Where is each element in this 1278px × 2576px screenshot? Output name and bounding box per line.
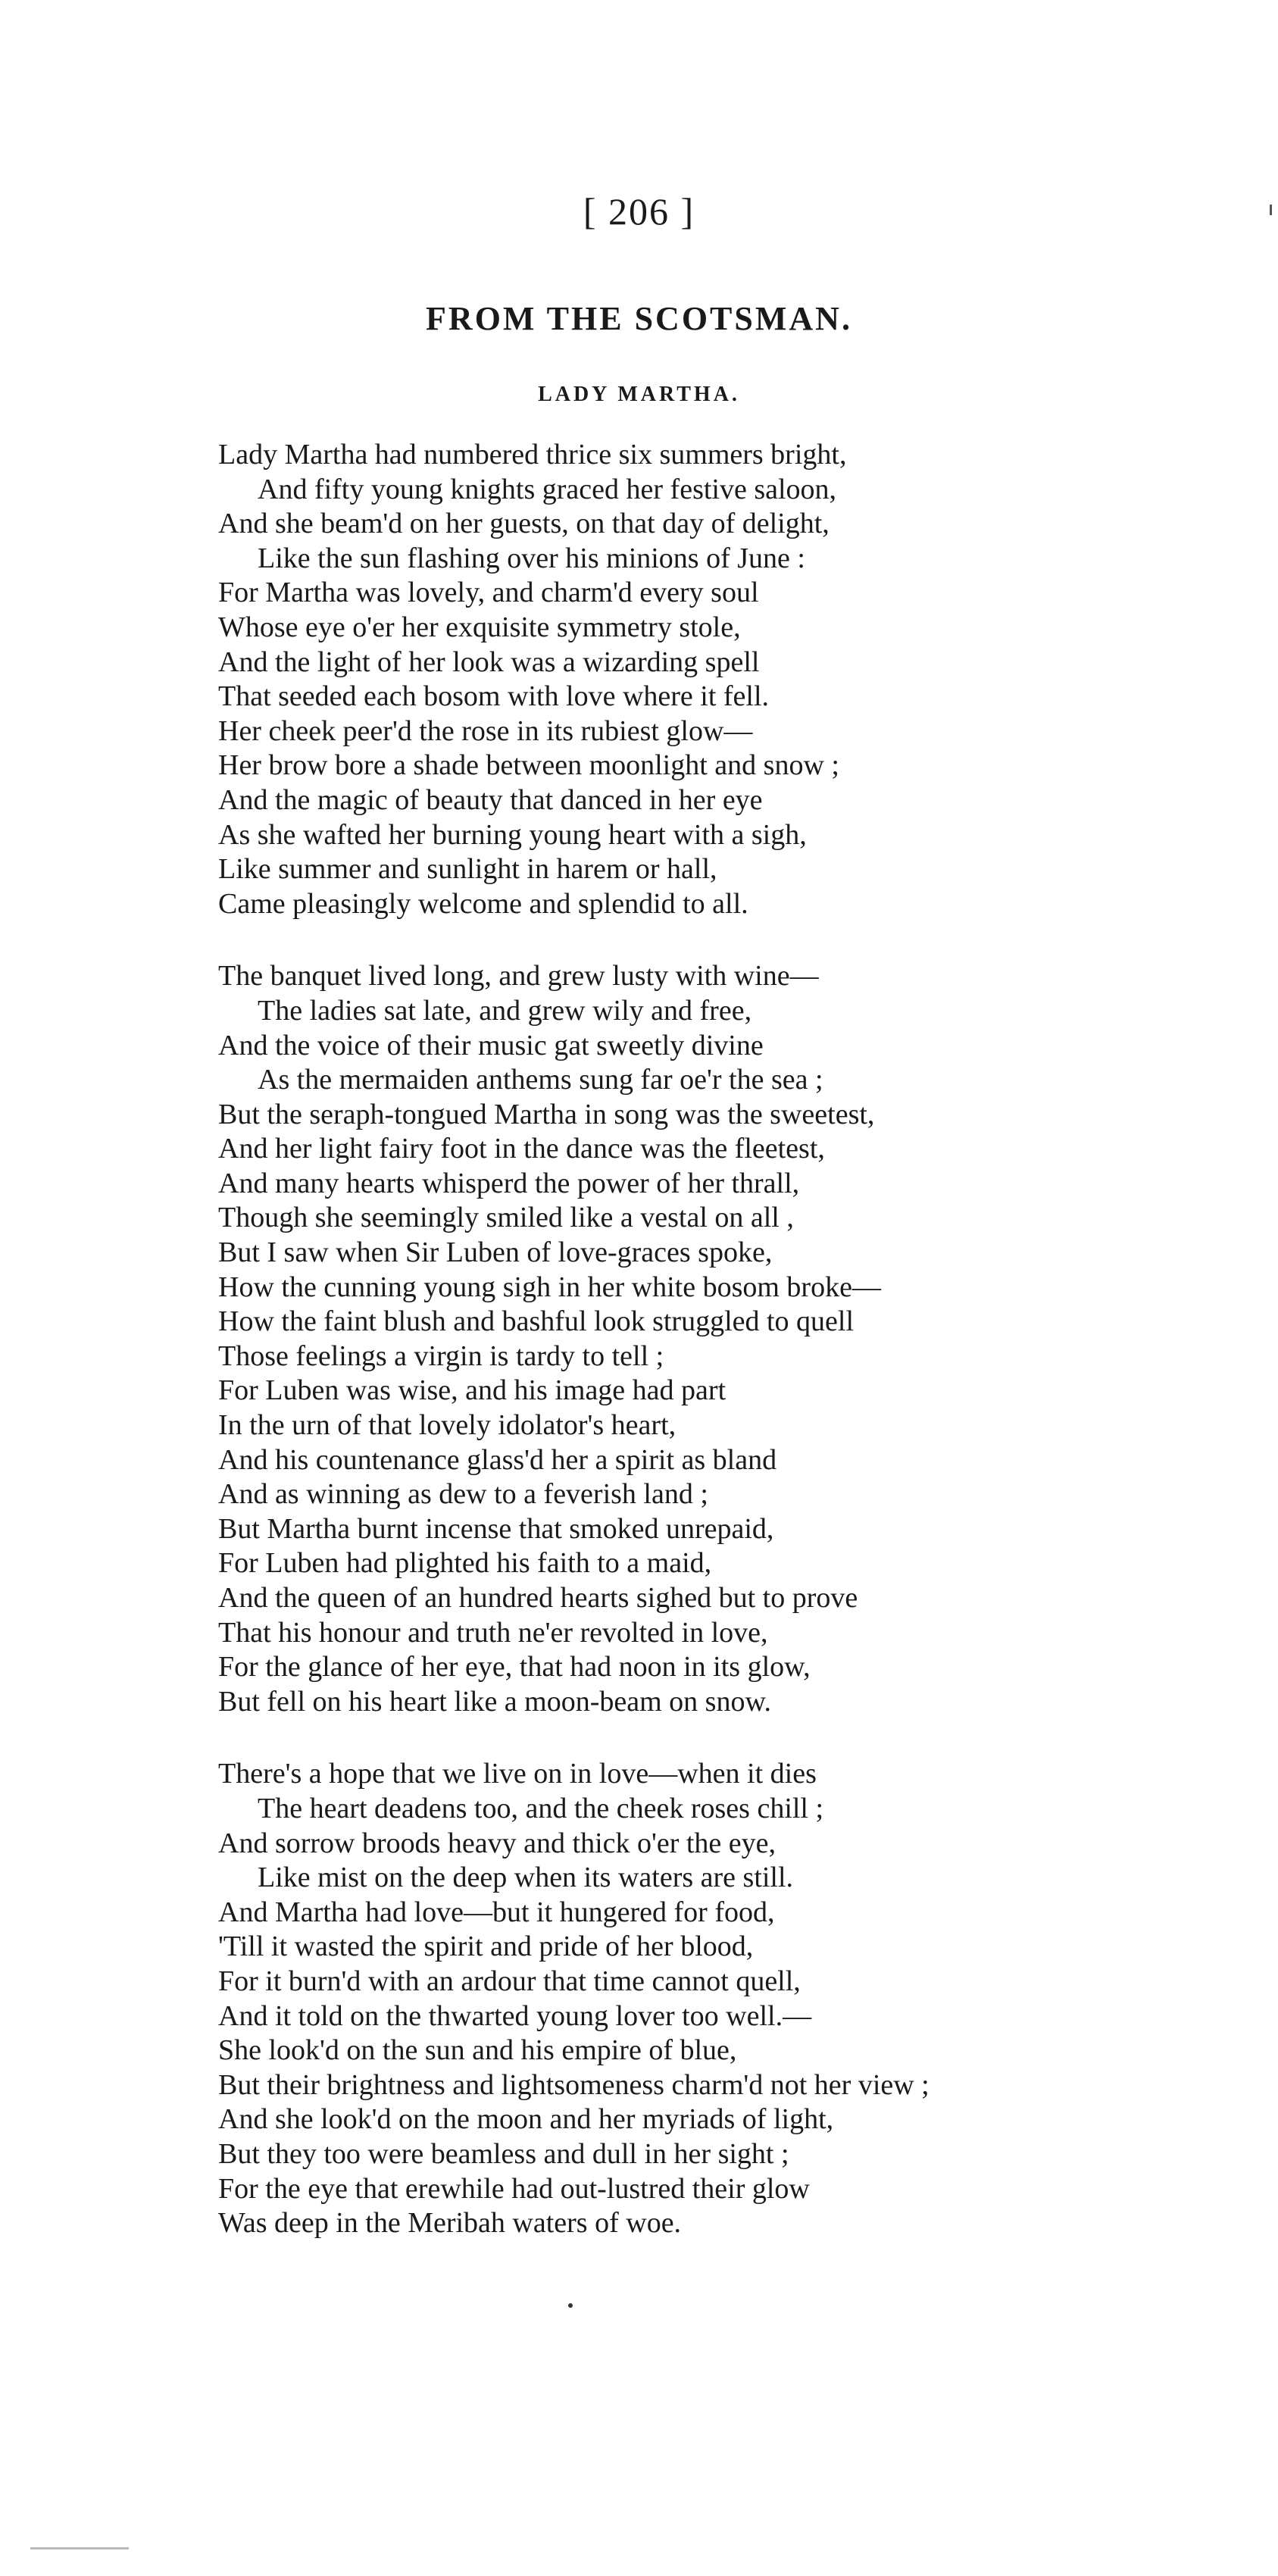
poem-line: And as winning as dew to a feverish land ;: [218, 1478, 708, 1511]
poem-line: Like mist on the deep when its waters are still.: [258, 1862, 794, 1894]
section-title: FROM THE SCOTSMAN.: [426, 300, 852, 337]
poem-line: And sorrow broods heavy and thick o'er the eye,: [218, 1827, 776, 1859]
poem-line: But their brightness and lightsomeness charm'd not her view ;: [218, 2068, 930, 2101]
poem-line: And the queen of an hundred hearts sighed but to prove: [218, 1582, 858, 1614]
stanza: [218, 438, 1173, 921]
poem-line: As the mermaiden anthems sung far oe'r the sea ;: [258, 1064, 823, 1096]
poem-line: And his countenance glass'd her a spirit as bland: [218, 1443, 777, 1476]
poem-line: For the eye that erewhile had out-lustred their glow: [218, 2172, 810, 2205]
poem-line: But I saw when Sir Luben of love-graces spoke,: [218, 1236, 773, 1269]
poem-line: And the voice of their music gat sweetly divine: [218, 1029, 764, 1061]
poem-line: Like the sun flashing over his minions of June :: [258, 542, 805, 574]
ink-dot: [568, 2303, 573, 2308]
poem-line: For Luben was wise, and his image had part: [218, 1374, 726, 1407]
poem-line: And it told on the thwarted young lover too well.—: [218, 1999, 812, 2032]
page-edge-mark: [1270, 205, 1272, 215]
poem-line: Her brow bore a shade between moonlight and snow ;: [218, 749, 839, 782]
poem-line: But they too were beamless and dull in her sight ;: [218, 2137, 789, 2170]
poem-line: And her light fairy foot in the dance was the fleetest,: [218, 1133, 825, 1165]
poem-line: The heart deadens too, and the cheek roses chill ;: [258, 1792, 824, 1824]
poem-line: Though she seemingly smiled like a vestal on all ,: [218, 1202, 794, 1234]
poem-line: She look'd on the sun and his empire of blue,: [218, 2034, 737, 2067]
poem-line: And she beam'd on her guests, on that day of delight,: [218, 508, 830, 540]
stanza: [218, 1757, 1173, 2240]
poem-line: And many hearts whisperd the power of her thrall,: [218, 1167, 800, 1199]
poem-line: The ladies sat late, and grew wily and free,: [258, 994, 752, 1027]
poem-line: But Martha burnt incense that smoked unrepaid,: [218, 1512, 774, 1545]
poem-line: For it burn'd with an ardour that time cannot quell,: [218, 1965, 801, 1997]
poem-line: Lady Martha had numbered thrice six summers bright,: [218, 439, 847, 470]
poem-line: How the cunning young sigh in her white bosom broke—: [218, 1271, 881, 1303]
poem-line: For Luben had plighted his faith to a maid,: [218, 1547, 712, 1580]
poem-line: 'Till it wasted the spirit and pride of her blood,: [218, 1930, 754, 1963]
poem-line: Was deep in the Meribah waters of woe.: [218, 2207, 682, 2240]
poem-line: Whose eye o'er her exquisite symmetry stole,: [218, 611, 741, 643]
poem-line: The banquet lived long, and grew lusty with wine—: [218, 960, 819, 993]
poem-line: And Martha had love—but it hungered for food,: [218, 1896, 775, 1928]
poem-line: That his honour and truth ne'er revolted in love,: [218, 1616, 768, 1649]
poem-line: For Martha was lovely, and charm'd every soul: [218, 577, 759, 609]
poem-line: Her cheek peer'd the rose in its rubiest glow—: [218, 714, 753, 747]
poem-line: But the seraph-tongued Martha in song was the sweetest,: [218, 1098, 875, 1130]
poem-line: There's a hope that we live on in love—when it dies: [218, 1758, 817, 1790]
poem-line: Like summer and sunlight in harem or hall,: [218, 853, 717, 886]
poem-line: As she wafted her burning young heart with a sigh,: [218, 818, 807, 851]
poem-line: For the glance of her eye, that had noon in its glow,: [218, 1651, 811, 1683]
poem-title: LADY MARTHA.: [538, 383, 740, 406]
poem-line: Those feelings a virgin is tardy to tell ;: [218, 1340, 664, 1372]
scan-smudge: [30, 2547, 129, 2549]
poem-line: And fifty young knights graced her festive saloon,: [258, 473, 837, 505]
poem-line: That seeded each bosom with love where it fell.: [218, 680, 770, 713]
poem-line: But fell on his heart like a moon-beam on snow.: [218, 1685, 771, 1718]
poem-body: [218, 438, 1173, 2279]
poem-line: And she look'd on the moon and her myriads of light,: [218, 2103, 834, 2136]
page-number: [ 206 ]: [583, 190, 695, 233]
poem-line: Came pleasingly welcome and splendid to all.: [218, 887, 748, 920]
poem-line: And the light of her look was a wizarding spell: [218, 646, 760, 678]
poem-line: And the magic of beauty that danced in her eye: [218, 783, 763, 816]
poem-line: In the urn of that lovely idolator's heart,: [218, 1409, 676, 1442]
poem-line: How the faint blush and bashful look struggled to quell: [218, 1305, 855, 1338]
stanza: [218, 959, 1173, 1719]
